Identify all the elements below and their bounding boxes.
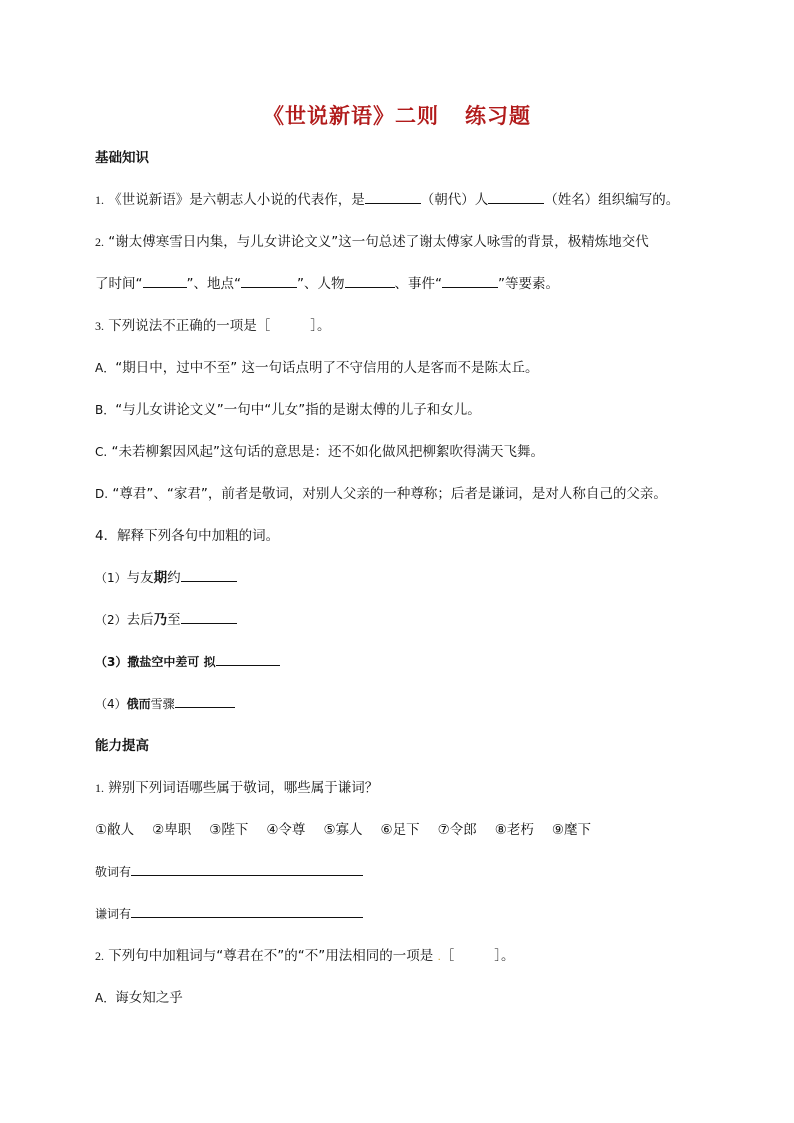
- word-option: ⑧老朽: [494, 822, 534, 838]
- option-label: B．: [95, 403, 116, 417]
- question-text: 、事件“: [394, 276, 442, 292]
- humble-answer-line: [95, 904, 363, 924]
- word-options: [95, 820, 609, 840]
- option-text: 诲女知之乎: [115, 990, 183, 1006]
- question-text: （姓名）组织编写的。: [544, 192, 680, 208]
- word-option: ④令尊: [266, 822, 306, 838]
- question-number: 1.: [95, 781, 104, 795]
- answer-blank[interactable]: [181, 569, 237, 582]
- question-text: ”、人物: [297, 276, 345, 292]
- word-option: ⑦令郎: [437, 822, 477, 838]
- option-text: “未若柳絮因风起”这句话的意思是：还不如化做风把柳絮吹得满天飞舞。: [111, 444, 544, 460]
- answer-blank[interactable]: [175, 695, 235, 708]
- question-text: 辨别下列词语哪些属于敬词，哪些属于谦词？: [108, 780, 379, 796]
- option-b: [95, 400, 481, 420]
- sub-text: 与友: [126, 570, 154, 586]
- title-sub: 练习题: [465, 103, 531, 128]
- sub-question-1: [95, 568, 237, 588]
- sub-number: （1）: [95, 571, 127, 585]
- answer-blank[interactable]: [488, 191, 544, 204]
- answer-blank[interactable]: [442, 275, 498, 288]
- sub-text: 去后: [126, 612, 154, 628]
- question-text: ］。: [310, 318, 331, 334]
- word-option: ③陛下: [209, 822, 249, 838]
- option-text: “期日中，过中不至” 这一句话点明了不守信用的人是客而不是陈太丘。: [115, 360, 539, 376]
- page-title: [0, 100, 794, 130]
- word-option: ⑥足下: [380, 822, 420, 838]
- word-option: ⑤寡人: [323, 822, 363, 838]
- word-option: ②卑职: [152, 822, 192, 838]
- question-1: [95, 190, 679, 210]
- answer-blank[interactable]: [216, 653, 280, 666]
- section-heading-basics: 基础知识: [95, 150, 149, 166]
- answer-label: 敬词有: [95, 865, 132, 879]
- word-option: ⑨麾下: [551, 822, 591, 838]
- question-text: 了时间“: [95, 276, 143, 292]
- question-text: 《世说新语》是六朝志人小说的代表作，是: [108, 192, 365, 208]
- question-text: ”、地点“: [186, 276, 241, 292]
- question-text: 下列句中加粗词与“尊君在不”的“不”用法相同的一项是: [108, 948, 434, 964]
- word-option: ①敝人: [95, 822, 135, 838]
- question-3: [95, 316, 331, 336]
- question-text: 解释下列各句中加粗的词。: [117, 528, 280, 544]
- sub-question-3: [95, 652, 280, 672]
- option-a-2: [95, 988, 183, 1008]
- sub-question-2: [95, 610, 237, 630]
- question-2-2: [95, 946, 515, 968]
- question-2-line-2: [95, 274, 559, 294]
- bold-word: 俄而: [126, 697, 151, 711]
- question-text: 下列说法不正确的一项是［: [108, 318, 271, 334]
- option-text: “尊君”、“家君”，前者是敬词，对别人父亲的一种尊称；后者是谦词，是对人称自己的父亲。: [112, 486, 667, 502]
- option-text: “与儿女讲论文义”一句中“儿女”指的是谢太傅的儿子和女儿。: [115, 402, 481, 418]
- sub-number: （2）: [95, 613, 127, 627]
- bold-word: 乃: [153, 612, 168, 628]
- answer-blank[interactable]: [345, 275, 395, 288]
- option-label: A．: [95, 991, 116, 1005]
- sub-text: 约: [167, 570, 181, 586]
- bold-word: 期: [153, 570, 168, 586]
- question-number: 1.: [95, 193, 104, 207]
- question-4: [95, 526, 279, 546]
- option-a: [95, 358, 539, 378]
- sub-text: 至: [167, 612, 181, 628]
- question-text: ”等要素。: [498, 276, 559, 292]
- sub-question-4: [95, 694, 235, 714]
- answer-blank[interactable]: [143, 275, 187, 288]
- option-label: C.: [95, 445, 108, 459]
- answer-blank[interactable]: [365, 191, 421, 204]
- question-text: ］。: [494, 948, 515, 964]
- answer-blank[interactable]: [241, 275, 297, 288]
- option-c: [95, 442, 544, 462]
- question-text: ［: [440, 948, 455, 964]
- sub-number: （4）: [95, 697, 127, 711]
- question-number: 3.: [95, 319, 104, 333]
- answer-blank[interactable]: [131, 863, 363, 876]
- sub-text: 雪骤: [150, 697, 175, 711]
- question-2-1: [95, 778, 378, 798]
- sub-number: （3）: [95, 655, 128, 669]
- question-text: “谢太傅寒雪日内集，与儿女讲论文义”这一句总述了谢太傅家人咏雪的背景，极精炼地交代: [108, 234, 649, 250]
- question-2-line-1: [95, 232, 649, 252]
- question-number: 2.: [95, 949, 104, 963]
- section-heading-advanced: 能力提高: [95, 738, 149, 754]
- title-main: 《世说新语》二则: [263, 103, 439, 128]
- answer-label: 谦词有: [95, 907, 132, 921]
- question-number: 2.: [95, 235, 104, 249]
- bold-word: 拟: [203, 655, 216, 669]
- option-label: D.: [95, 487, 109, 501]
- honorific-answer-line: [95, 862, 363, 882]
- sub-text: 撒盐空中差可: [127, 655, 200, 669]
- answer-blank[interactable]: [181, 611, 237, 624]
- option-label: A．: [95, 361, 116, 375]
- option-d: [95, 484, 667, 504]
- answer-blank[interactable]: [131, 905, 363, 918]
- question-number: 4．: [95, 528, 118, 544]
- question-text: （朝代）人: [420, 192, 489, 208]
- marker-dot: .: [437, 952, 441, 963]
